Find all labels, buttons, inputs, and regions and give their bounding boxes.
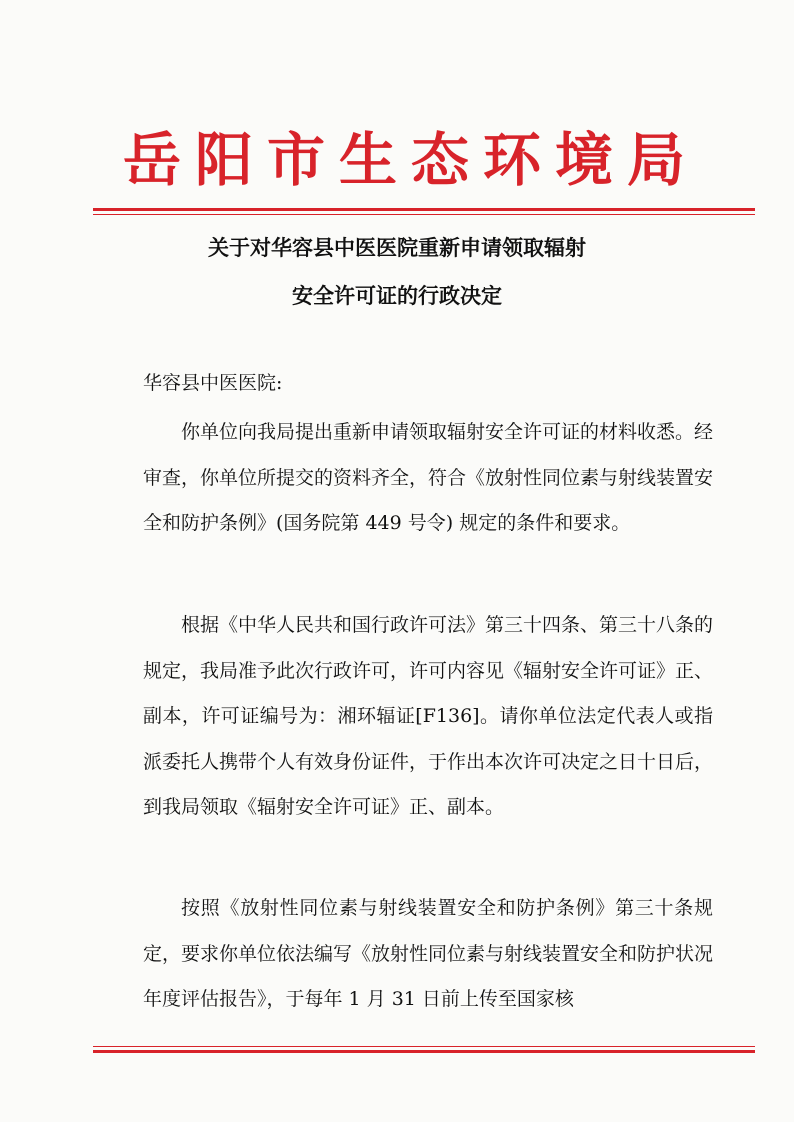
paragraph-1: 你单位向我局提出重新申请领取辐射安全许可证的材料收悉。经审查，你单位所提交的资料齐全，符合《放射性同位素与射线装置安全和防护条例》(国务院第 449 号令) 规定的条件和要求。 xyxy=(143,421,714,534)
footer-divider-thin xyxy=(93,1046,755,1047)
addressee: 华容县中医医院: xyxy=(143,372,283,394)
document-title-line-1: 关于对华容县中医医院重新申请领取辐射 xyxy=(208,236,586,260)
letterhead-divider-thick xyxy=(93,208,755,211)
paragraph-2: 根据《中华人民共和国行政许可法》第三十四条、第三十八条的规定，我局准予此次行政许可，许可内容见《辐射安全许可证》正、副本，许可证编号为：湘环辐证[F136]。请你单位法定代表人或指派委托人携带个人有效身份证件，于作出本次许可决定之日十日后，到我局领取《辐射安全许可证》正、副本。 xyxy=(143,614,714,818)
footer-divider-thick xyxy=(93,1050,755,1053)
paragraph-3: 按照《放射性同位素与射线装置安全和防护条例》第三十条规定，要求你单位依法编写《放射性同位素与射线装置安全和防护状况年度评估报告》，于每年 1 月 31 日前上传至国家核 xyxy=(143,897,714,1010)
letterhead-divider-thin xyxy=(93,214,755,215)
letterhead-title: 岳阳市生态环境局 xyxy=(122,126,699,194)
document-title-line-2: 安全许可证的行政决定 xyxy=(292,284,502,308)
